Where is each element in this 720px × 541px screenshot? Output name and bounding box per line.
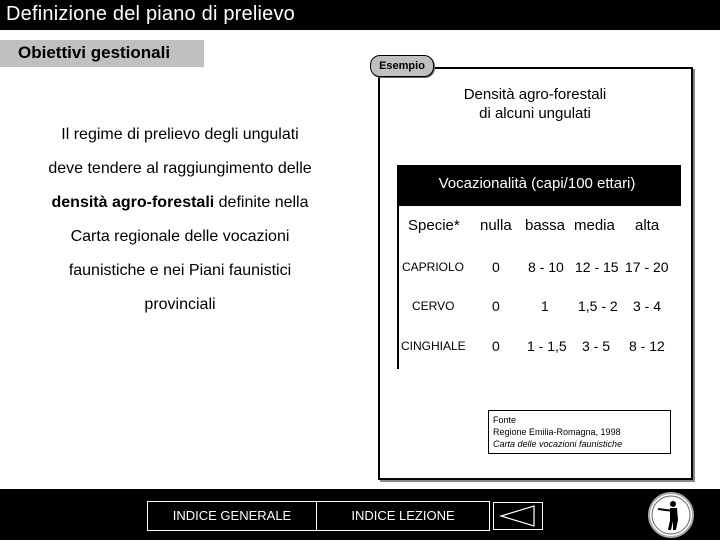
table-group-header: Vocazionalità (capi/100 ettari) bbox=[438, 175, 636, 192]
table-cell-species: CAPRIOLO bbox=[402, 260, 465, 274]
section-label: Obiettivi gestionali bbox=[18, 43, 171, 62]
table-cell: 1 bbox=[541, 298, 549, 314]
example-title-line: Densità agro-forestali bbox=[463, 86, 607, 103]
col-header-species: Specie* bbox=[408, 217, 460, 234]
table-cell-species: CERVO bbox=[412, 299, 455, 313]
table-cell: 8 - 10 bbox=[528, 259, 564, 275]
example-badge: Esempio bbox=[370, 55, 434, 77]
back-button[interactable] bbox=[493, 502, 543, 530]
table-cell-species: CINGHIALE bbox=[401, 339, 466, 353]
source-title-text: Carta delle vocazioni faunistiche bbox=[493, 439, 623, 449]
hunter-figure-icon bbox=[650, 494, 692, 536]
description-line: Carta regionale delle vocazioni bbox=[70, 228, 290, 245]
general-index-button[interactable]: INDICE GENERALE bbox=[147, 501, 317, 531]
col-header-nulla: nulla bbox=[480, 217, 512, 234]
example-title-line: di alcuni ungulati bbox=[479, 105, 591, 122]
table-cell: 3 - 5 bbox=[582, 338, 611, 354]
table-cell: 0 bbox=[492, 298, 500, 314]
description-bold: densità agro-forestali bbox=[51, 194, 215, 211]
page-title: Definizione del piano di prelievo bbox=[6, 3, 296, 25]
table-cell: 1,5 - 2 bbox=[578, 298, 618, 314]
col-header-bassa: bassa bbox=[525, 217, 566, 234]
table-cell: 3 - 4 bbox=[633, 298, 662, 314]
source-title bbox=[493, 438, 670, 450]
hunter-logo-icon[interactable] bbox=[648, 492, 694, 538]
section-tab bbox=[0, 40, 204, 67]
description-line: deve tendere al raggiungimento delle bbox=[48, 160, 312, 177]
title-bar bbox=[0, 0, 720, 30]
description-rest: definite nella bbox=[214, 194, 309, 211]
col-header-media: media bbox=[574, 217, 615, 234]
source-author: Regione Emilia-Romagna, 1998 bbox=[493, 427, 621, 437]
table-cell: 1 - 1,5 bbox=[527, 338, 567, 354]
table-cell: 12 - 15 bbox=[575, 259, 619, 275]
main-description bbox=[20, 118, 340, 322]
table-cell: 0 bbox=[492, 338, 500, 354]
description-line: Il regime di prelievo degli ungulati bbox=[61, 126, 299, 143]
source-note bbox=[488, 410, 671, 454]
description-line bbox=[20, 186, 340, 220]
table-cell: 17 - 20 bbox=[625, 259, 669, 275]
table-cell: 8 - 12 bbox=[629, 338, 665, 354]
source-label: Fonte bbox=[493, 415, 517, 425]
example-title bbox=[420, 85, 650, 123]
table-cell: 0 bbox=[492, 259, 500, 275]
description-line: provinciali bbox=[144, 296, 216, 313]
lesson-index-button[interactable]: INDICE LEZIONE bbox=[316, 501, 490, 531]
description-line: faunistiche e nei Piani faunistici bbox=[68, 262, 292, 279]
back-triangle-icon bbox=[494, 503, 542, 529]
col-header-alta: alta bbox=[635, 217, 660, 234]
